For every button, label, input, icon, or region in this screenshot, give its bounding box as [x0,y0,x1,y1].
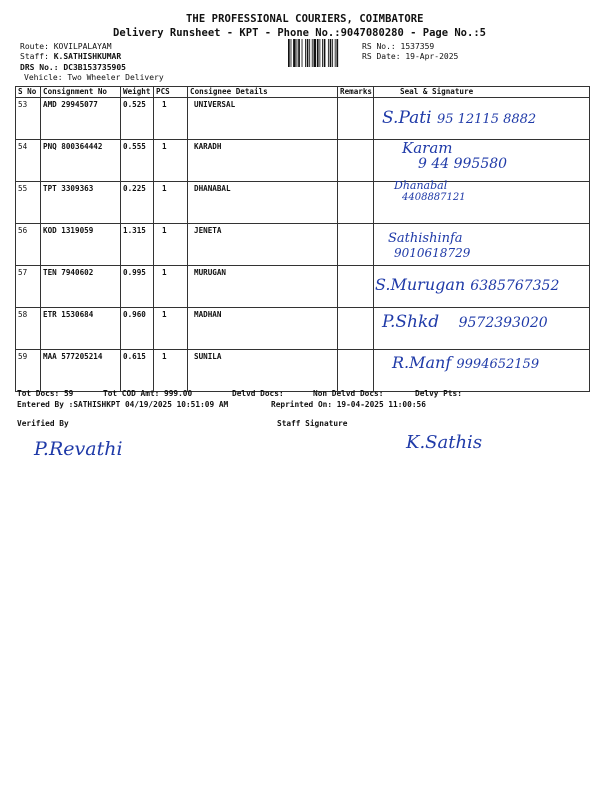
staff-signature: K.Sathis [406,432,483,453]
remarks-cell [338,308,374,350]
verified-signature: P.Revathi [34,438,123,460]
table-row [16,224,590,266]
barcode-image [288,39,358,67]
consignment-cell: AMD 29945077 [41,98,121,140]
weight-cell: 0.615 [121,350,154,392]
sno-cell: 55 [16,182,41,224]
col-consignment: Consignment No [41,87,121,98]
verified-by-label: Verified By [17,419,69,428]
staff-name: K.SATHISHKUMAR [53,52,122,61]
non-delivered-docs: Non Delvd Docs: [313,389,384,398]
handwritten-signature: Sathishinfa 9010618729 [388,231,471,260]
pcs-cell: 1 [154,182,188,224]
weight-cell: 0.525 [121,98,154,140]
col-consignee: Consignee Details [188,87,338,98]
handwritten-signature: Karam 9 44 995580 [402,139,508,172]
weight-cell: 0.225 [121,182,154,224]
consignee-cell: JENETA [188,224,338,266]
staff-signature-label: Staff Signature [277,419,348,428]
document-title: THE PROFESSIONAL COURIERS, COIMBATORE [186,13,424,25]
sno-cell: 59 [16,350,41,392]
drs-number: DRS No.: DC3B153735905 [20,63,126,72]
pcs-cell: 1 [154,266,188,308]
remarks-cell [338,266,374,308]
consignment-cell: TPT 3309363 [41,182,121,224]
pcs-cell: 1 [154,350,188,392]
pcs-cell: 1 [154,308,188,350]
col-sno: S No [16,87,41,98]
staff-label: Staff: [20,52,49,61]
remarks-cell [338,224,374,266]
consignment-cell: ETR 1530684 [41,308,121,350]
handwritten-signature: S.Pati 95 12115 8882 [382,108,537,128]
sno-cell: 53 [16,98,41,140]
rs-number: RS No.: 1537359 [362,42,435,51]
sno-cell: 58 [16,308,41,350]
reprinted-on: Reprinted On: 19-04-2025 11:00:56 [271,400,426,409]
consignment-cell: KOD 1319059 [41,224,121,266]
table-header-row [16,87,590,98]
sno-cell: 56 [16,224,41,266]
weight-cell: 0.995 [121,266,154,308]
consignment-cell: MAA 577205214 [41,350,121,392]
col-pcs: PCS [154,87,188,98]
consignment-cell: PNQ 800364442 [41,140,121,182]
remarks-cell [338,98,374,140]
vehicle-text: Vehicle: Two Wheeler Delivery [24,73,164,82]
consignment-cell: TEN 7940602 [41,266,121,308]
col-seal-signature: Seal & Signature [374,87,590,98]
weight-cell: 1.315 [121,224,154,266]
route-text: Route: KOVILPALAYAM [20,42,112,51]
total-docs: Tot Docs: 59 [17,389,74,398]
total-cod-amount: Tot COD Amt: 999.00 [103,389,193,398]
col-remarks: Remarks [338,87,374,98]
col-weight: Weight [121,87,154,98]
consignee-cell: MADHAN [188,308,338,350]
remarks-cell [338,350,374,392]
handwritten-signature: R.Manf 9994652159 [392,353,540,372]
remarks-cell [338,140,374,182]
pcs-cell: 1 [154,140,188,182]
delivered-docs: Delvd Docs: [232,389,284,398]
handwritten-signature: P.Shkd 9572393020 [382,312,548,332]
weight-cell: 0.555 [121,140,154,182]
handwritten-signature: Dhanabal 4408887121 [394,179,466,203]
handwritten-signature: S.Murugan 6385767352 [375,275,560,294]
delivery-points: Delvy Pts: [415,389,462,398]
consignee-cell: MURUGAN [188,266,338,308]
entered-by: Entered By :SATHISHKPT 04/19/2025 10:51:09 AM [17,400,229,409]
weight-cell: 0.960 [121,308,154,350]
consignee-cell: SUNILA [188,350,338,392]
consignee-cell: DHANABAL [188,182,338,224]
consignee-cell: UNIVERSAL [188,98,338,140]
sno-cell: 57 [16,266,41,308]
staff-row [20,52,121,61]
pcs-cell: 1 [154,224,188,266]
pcs-cell: 1 [154,98,188,140]
consignee-cell: KARADH [188,140,338,182]
runsheet-table [15,86,590,392]
sno-cell: 54 [16,140,41,182]
table-row [16,182,590,224]
document-subtitle: Delivery Runsheet - KPT - Phone No.:9047080280 - Page No.:5 [113,27,486,39]
rs-date: RS Date: 19-Apr-2025 [362,52,459,61]
remarks-cell [338,182,374,224]
